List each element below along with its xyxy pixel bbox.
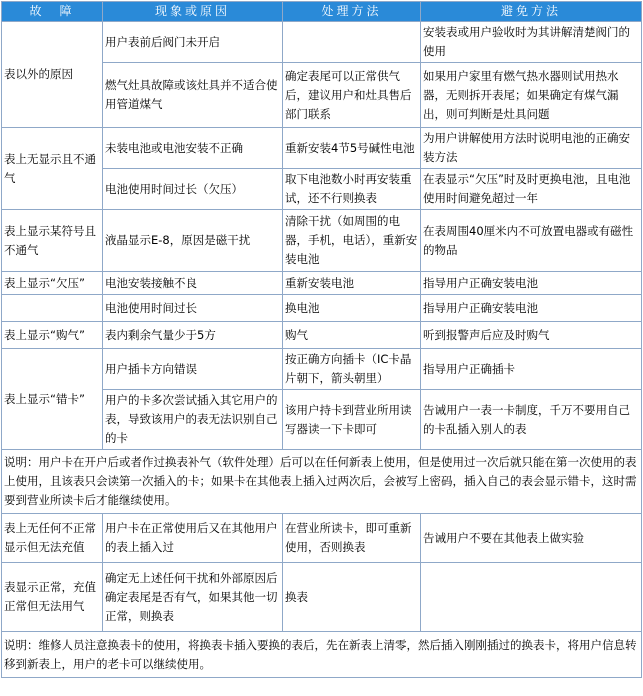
avoid-cell: 安装表或用户验收时为其讲解清楚阀门的使用 — [421, 22, 642, 63]
table-row — [2, 128, 642, 169]
cause-cell: 用户插卡方向错误 — [103, 349, 283, 390]
note-row — [2, 450, 642, 514]
fault-cell: 表以外的原因 — [2, 22, 103, 128]
avoid-cell: 听到报警声后应及时购气 — [421, 322, 642, 349]
header-row — [2, 2, 642, 22]
method-cell — [283, 22, 421, 63]
method-cell: 在营业所读卡，即可重新使用，否则换表 — [283, 514, 421, 563]
fault-cell: 表上显示“错卡” — [2, 349, 103, 450]
cause-cell: 电池使用时间过长（欠压） — [103, 169, 283, 210]
cause-cell: 液晶显示E-8，原因是磁干扰 — [103, 210, 283, 272]
note-text: 说明：用户卡在开户后或者作过换表补气（软件处理）后可以在任何新表上使用，但是使用过一次后就只能在第一次使用的表上使用，且该表只会读第一次插入的卡；如果卡在其他表上插入过两次后，会被写上密码，插入自己的表会显示错卡，这时需要到营业所读卡后才能继续使用。 — [2, 450, 642, 514]
note-row — [2, 632, 642, 678]
table-row — [2, 22, 642, 63]
table-row — [2, 272, 642, 295]
cause-cell: 用户卡在正常使用后又在其他用户的表上插入过 — [103, 514, 283, 563]
method-cell: 换电池 — [283, 295, 421, 322]
header-cause: 现象或原因 — [103, 2, 283, 22]
avoid-cell — [421, 563, 642, 632]
fault-cell: 表上无显示且不通气 — [2, 128, 103, 210]
avoid-cell: 为用户讲解使用方法时说明电池的正确安装方法 — [421, 128, 642, 169]
method-cell: 购气 — [283, 322, 421, 349]
cause-cell: 用户的卡多次尝试插入其它用户的表，导致该用户的表无法识别自己的卡 — [103, 390, 283, 450]
cause-cell: 表内剩余气量少于5方 — [103, 322, 283, 349]
note-text: 说明：维修人员注意换表卡的使用，将换表卡插入要换的表后，先在新表上清零，然后插入刚刚插过的换表卡，将用户信息转移到新表上，用户的老卡可以继续使用。 — [2, 632, 642, 678]
table-row — [2, 563, 642, 632]
avoid-cell: 指导用户正确安装电池 — [421, 272, 642, 295]
avoid-cell: 指导用户正确插卡 — [421, 349, 642, 390]
header-fault: 故 障 — [2, 2, 103, 22]
table-row — [2, 295, 642, 322]
avoid-cell: 在表显示“欠压”时及时更换电池，且电池使用时间避免超过一年 — [421, 169, 642, 210]
fault-cell-empty — [2, 295, 103, 322]
cause-cell: 燃气灶具故障或该灶具并不适合使用管道煤气 — [103, 63, 283, 128]
method-cell: 取下电池数小时再安装重试，还不行则换表 — [283, 169, 421, 210]
fault-table — [1, 1, 642, 678]
cause-cell: 确定无上述任何干扰和外部原因后确定表尾是否有气，如果其他一切正常，则换表 — [103, 563, 283, 632]
method-cell: 按正确方向插卡（IC卡晶片朝下，箭头朝里） — [283, 349, 421, 390]
method-cell: 重新安装4节5号碱性电池 — [283, 128, 421, 169]
header-avoid: 避免方法 — [421, 2, 642, 22]
cause-cell: 电池使用时间过长 — [103, 295, 283, 322]
cause-cell: 未装电池或电池安装不正确 — [103, 128, 283, 169]
method-cell: 清除干扰（如周围的电器，手机，电话），重新安装电池 — [283, 210, 421, 272]
avoid-cell: 指导用户正确安装电池 — [421, 295, 642, 322]
method-cell: 换表 — [283, 563, 421, 632]
fault-cell: 表显示正常，充值正常但无法用气 — [2, 563, 103, 632]
fault-cell: 表上显示“购气” — [2, 322, 103, 349]
table-row — [2, 210, 642, 272]
avoid-cell: 告诫用户不要在其他表上做实验 — [421, 514, 642, 563]
method-cell: 该用户持卡到营业所用读写器读一下卡即可 — [283, 390, 421, 450]
method-cell: 重新安装电池 — [283, 272, 421, 295]
fault-cell: 表上显示某符号且不通气 — [2, 210, 103, 272]
table-row — [2, 514, 642, 563]
avoid-cell: 告诫用户一表一卡制度，千万不要用自己的卡乱插入别人的表 — [421, 390, 642, 450]
method-cell: 确定表尾可以正常供气后，建议用户和灶具售后部门联系 — [283, 63, 421, 128]
fault-cell: 表上显示“欠压” — [2, 272, 103, 295]
cause-cell: 用户表前后阀门未开启 — [103, 22, 283, 63]
cause-cell: 电池安装接触不良 — [103, 272, 283, 295]
table-row — [2, 349, 642, 390]
avoid-cell: 如果用户家里有燃气热水器则试用热水器，无则拆开表尾；如果确定有煤气漏出，则可判断是灶具问题 — [421, 63, 642, 128]
avoid-cell: 在表周围40厘米内不可放置电器或有磁性的物品 — [421, 210, 642, 272]
fault-cell: 表上无任何不正常显示但无法充值 — [2, 514, 103, 563]
table-row — [2, 322, 642, 349]
header-method: 处理方法 — [283, 2, 421, 22]
